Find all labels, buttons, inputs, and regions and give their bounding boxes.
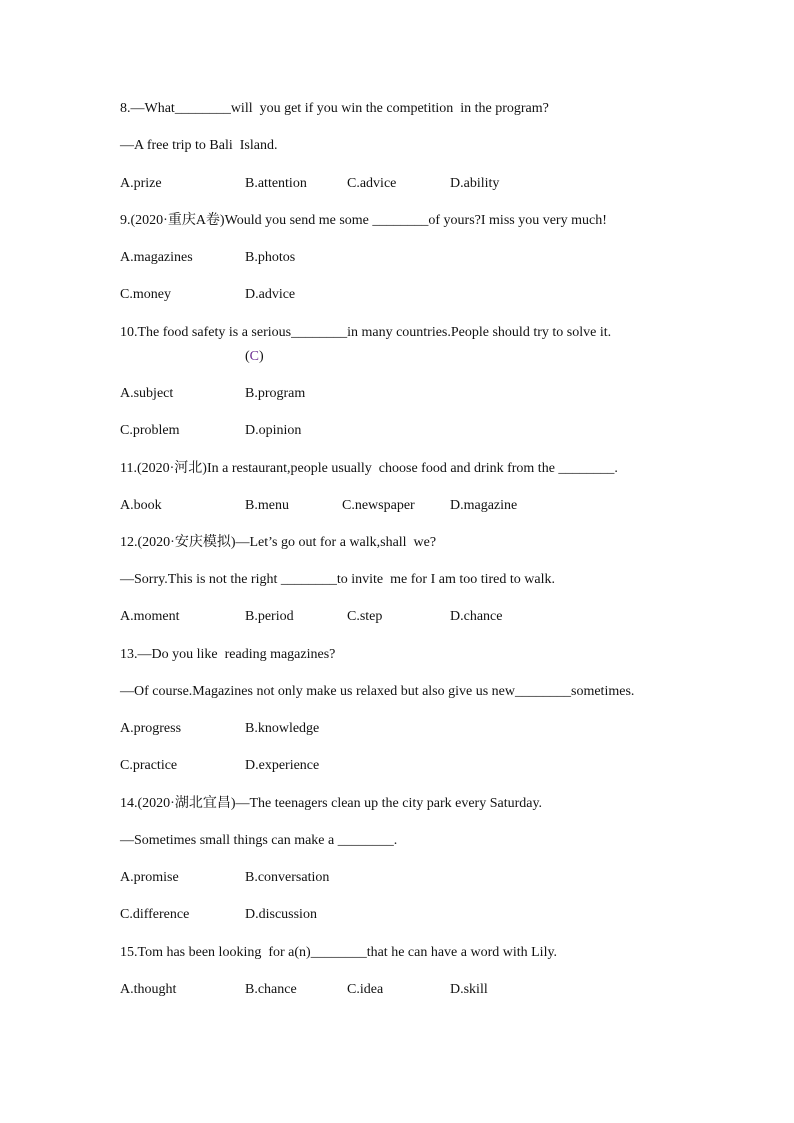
- question-13-option-c: C.practice: [120, 758, 178, 773]
- question-9-option-a: A.magazines: [120, 250, 193, 265]
- question-8-option-d: D.ability: [450, 176, 500, 191]
- question-10-option-a: A.subject: [120, 386, 174, 401]
- question-11-stem: 11.(2020·河北)In a restaurant,people usually choose food and drink from the ________.: [120, 461, 618, 476]
- question-11-option-a: A.book: [120, 498, 162, 513]
- question-14-option-a: A.promise: [120, 870, 179, 885]
- question-12-stem: 12.(2020·安庆模拟)—Let’s go out for a walk,shall we?: [120, 535, 437, 550]
- question-15-option-b: B.chance: [245, 982, 297, 997]
- question-11-option-c: C.newspaper: [342, 498, 415, 513]
- question-9-option-c: C.money: [120, 287, 171, 302]
- question-8-stem: 8.—What________will you get if you win the competition in the program?: [120, 101, 549, 116]
- question-8-option-c: C.advice: [347, 176, 397, 191]
- question-10-option-d: D.opinion: [245, 423, 302, 438]
- question-14-option-c: C.difference: [120, 907, 190, 922]
- question-10-option-c: C.problem: [120, 423, 180, 438]
- question-15-option-d: D.skill: [450, 982, 488, 997]
- question-12-reply: —Sorry.This is not the right ________to invite me for I am too tired to walk.: [120, 572, 555, 587]
- question-11-option-d: D.magazine: [450, 498, 518, 513]
- question-9-option-b: B.photos: [245, 250, 296, 265]
- question-9-stem: 9.(2020·重庆A卷)Would you send me some ________of yours?I miss you very much!: [120, 213, 607, 228]
- question-13-option-d: D.experience: [245, 758, 320, 773]
- question-13-reply: —Of course.Magazines not only make us relaxed but also give us new________sometimes.: [120, 684, 635, 699]
- question-15-option-c: C.idea: [347, 982, 384, 997]
- question-14-stem: 14.(2020·湖北宜昌)—The teenagers clean up the city park every Saturday.: [120, 796, 543, 811]
- question-13-option-b: B.knowledge: [245, 721, 320, 736]
- question-15-option-a: A.thought: [120, 982, 177, 997]
- question-12-option-d: D.chance: [450, 609, 503, 624]
- question-8-option-a: A.prize: [120, 176, 162, 191]
- question-13-option-a: A.progress: [120, 721, 182, 736]
- question-15-stem: 15.Tom has been looking for a(n)________that he can have a word with Lily.: [120, 945, 558, 960]
- answer-open-paren: (: [245, 349, 250, 364]
- answer-close-paren: ): [259, 349, 264, 364]
- question-12-option-a: A.moment: [120, 609, 180, 624]
- question-9-option-d: D.advice: [245, 287, 296, 302]
- question-11-option-b: B.menu: [245, 498, 289, 513]
- question-8-option-b: B.attention: [245, 176, 307, 191]
- question-12-option-c: C.step: [347, 609, 383, 624]
- answer-letter: C: [249, 349, 260, 364]
- question-13-stem: 13.—Do you like reading magazines?: [120, 647, 336, 662]
- question-10-answer: [245, 348, 264, 366]
- question-12-option-b: B.period: [245, 609, 294, 624]
- question-10-option-b: B.program: [245, 386, 306, 401]
- question-14-reply: —Sometimes small things can make a ________.: [120, 833, 398, 848]
- question-14-option-b: B.conversation: [245, 870, 330, 885]
- question-10-stem: 10.The food safety is a serious________in many countries.People should try to solve it.: [120, 325, 612, 340]
- question-14-option-d: D.discussion: [245, 907, 317, 922]
- question-8-reply: —A free trip to Bali Island.: [120, 138, 278, 153]
